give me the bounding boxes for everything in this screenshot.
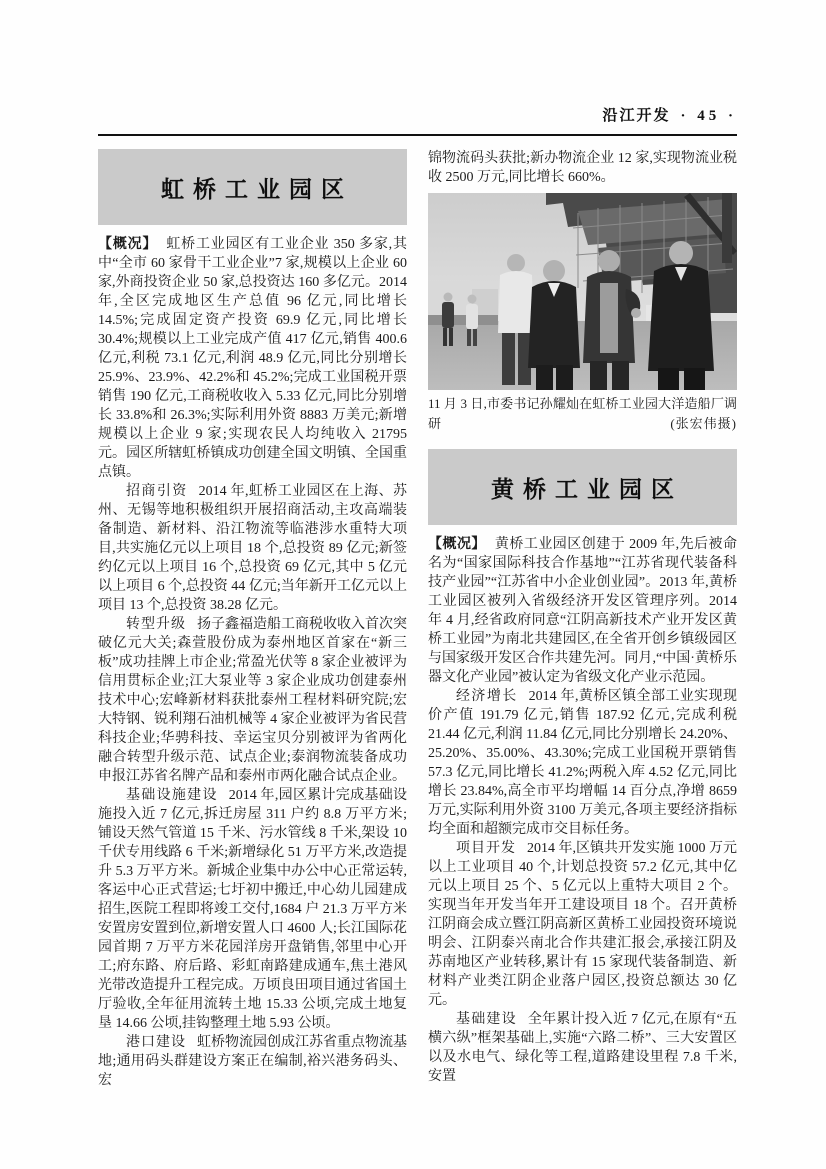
photo-caption-text: 11 月 3 日,市委书记孙耀灿在虹桥工业园大洋造船厂调研 bbox=[428, 396, 737, 431]
paragraph-heading: 项目开发 bbox=[456, 841, 516, 856]
overview-text: 黄桥工业园区创建于 2009 年,先后被命名为“国家国际科技合作基地”“江苏省现代装备科技产业园”“江苏省中小企业创业园”。2013 年,黄桥工业园区被列入省级经济开发区管理序列。2014 年 4 月,经省政府同意“江阴高新技术产业开发区黄桥工业园”为南北共建园区,在全省开创乡镇级园区与国家级开发区合作共建先河。同月,“中国·黄桥乐器文化产业园”被认定为省级文化产业示范园。 bbox=[428, 537, 738, 685]
paragraph-heading: 基础建设 bbox=[456, 1012, 517, 1027]
overview-paragraph bbox=[98, 234, 407, 482]
photo-credit: (张宏伟摄) bbox=[670, 416, 737, 431]
photo-caption bbox=[428, 394, 737, 434]
section-title-huangqiao bbox=[428, 449, 737, 525]
paragraph-port bbox=[98, 1033, 407, 1090]
page-number: · 45 · bbox=[680, 108, 737, 124]
paragraph-text: 全年累计投入近 7 亿元,在原有“五横六纵”框架基础上,实施“六路二桥”、三大安置区以及水电气、绿化等工程,道路建设里程 7.8 千米,安置 bbox=[428, 1012, 737, 1084]
paragraph-project-development bbox=[428, 839, 737, 1010]
paragraph-investment bbox=[98, 482, 407, 615]
continuation-text-block bbox=[428, 149, 737, 187]
section-title-text: 虹桥工业园区 bbox=[161, 175, 353, 202]
overview-label: 【概况】 bbox=[428, 535, 486, 551]
paragraph-infrastructure bbox=[98, 786, 407, 1033]
paragraph-economic-growth bbox=[428, 687, 737, 839]
paragraph-heading: 招商引资 bbox=[126, 484, 188, 499]
header-rule bbox=[98, 134, 737, 136]
continuation-paragraph: 锦物流码头获批;新办物流企业 12 家,实现物流业税收 2500 万元,同比增长 660%。 bbox=[428, 151, 737, 185]
overview-paragraph bbox=[428, 534, 737, 687]
section-title-hongqiao bbox=[98, 149, 407, 225]
running-head bbox=[98, 104, 737, 125]
two-column-layout bbox=[98, 149, 737, 1090]
left-column-text bbox=[98, 234, 407, 1090]
paragraph-transformation bbox=[98, 615, 407, 786]
section-title-text: 黄桥工业园区 bbox=[491, 475, 683, 502]
paragraph-text: 2014 年,区镇共开发实施 1000 万元以上工业项目 40 个,计划总投资 57.2 亿元,其中亿元以上项目 25 个、5 亿元以上重特大项目 2 个。实现当年开发当年开工建设项目 18 个。召开黄桥江阴商会成立暨江阴高新区黄桥工业园投资环境说明会、江阴泰兴南北合作共建汇报会,承接江阴及苏南地区产业转移,累计有 15 家现代装备制造、新材料产业类江阴企业落户园区,投资总额达 30 亿元。 bbox=[428, 841, 737, 1008]
right-column-text bbox=[428, 534, 737, 1086]
paragraph-text: 扬子鑫福造船工商税收收入首次突破亿元大关;森萱股份成为泰州地区首家在“新三板”成功挂牌上市企业;常盈光伏等 8 家企业被评为信用贯标企业;江大泵业等 3 家企业成功创建泰州技术中心;宏峰新材料获批泰州工程材料研究院;宏大特钢、锐利翔石油机械等 4 家企业被评为省民营科技企业;华骋科技、幸运宝贝分别被评为省两化融合转型升级示范、试点企业;泰润物流装备成功申报江苏省名牌产品和泰州市两化融合试点企业。 bbox=[98, 617, 407, 784]
paragraph-heading: 港口建设 bbox=[126, 1035, 186, 1050]
paragraph-heading: 经济增长 bbox=[456, 689, 518, 704]
shipyard-photo-illustration bbox=[428, 193, 737, 390]
paragraph-heading: 基础设施建设 bbox=[126, 788, 218, 803]
overview-label: 【概况】 bbox=[98, 235, 158, 251]
paragraph-heading: 转型升级 bbox=[126, 617, 186, 632]
news-photo bbox=[428, 193, 737, 390]
paragraph-text: 2014 年,园区累计完成基础设施投入近 7 亿元,拆迁房屋 311 户约 8.8 万平方米;铺设天然气管道 15 千米、污水管线 8 千米,架设 10 千伏专用线路 6 千米;新增绿化 51 万平方米,改造提升 5.3 万平方米。新城企业集中办公中心正常运转,客运中心正式营运;七圩初中搬迁,中心幼儿园建成招生,医院工程即将竣工交付,1684 户 21.3 万平方米安置房安置到位,新增安置人口 4600 人;长江国际花园首期 7 万平方米花园洋房开盘销售,邻里中心开工;府东路、府后路、彩虹南路建成通车,焦土港风光带改造提升工程完成。万顷良田项目通过省国土厅验收,全年征用流转土地 15.33 公顷,完成土地复垦 14.66 公顷,挂钩整理土地 5.93 公顷。 bbox=[98, 788, 408, 1031]
paragraph-text: 虹桥物流园创成江苏省重点物流基地;通用码头群建设方案正在编制,裕兴港务码头、宏 bbox=[98, 1035, 407, 1088]
left-column bbox=[98, 149, 407, 1090]
overview-text: 虹桥工业园区有工业企业 350 多家,其中“全市 60 家骨干工业企业”7 家,规模以上企业 60 家,外商投资企业 50 家,总投资达 160 多亿元。2014 年,全区完成地区生产总值 96 亿元,同比增长 14.5%;完成固定资产投资 69.9 亿元,同比增长 30.4%;规模以上工业完成产值 417 亿元,销售 400.6 亿元,利税 73.1 亿元,利润 48.9 亿元,同比分别增长 25.9%、23.9%、42.2%和 45.2%;完成工业国税开票销售 190 亿元,工商税收收入 5.33 亿元,同比分别增长 33.8%和 26.3%;实际利用外资 8883 万美元;新增规模以上企业 9 家;实现农民人均纯收入 21795 元。园区所辖虹桥镇成功创建全国文明镇、全国重点镇。 bbox=[98, 237, 408, 480]
right-column bbox=[428, 149, 737, 1090]
paragraph-basic-construction bbox=[428, 1010, 737, 1086]
paragraph-text: 2014 年,虹桥工业园区在上海、苏州、无锡等地积极组织开展招商活动,主攻高端装备制造、新材料、沿江物流等临港涉水重特大项目,共实施亿元以上项目 18 个,总投资 89 亿元;新签约亿元以上项目 16 个,总投资 69 亿元,其中 5 亿元以上项目 6 个,总投资 44 亿元;当年新开工亿元以上项目 13 个,总投资 38.28 亿元。 bbox=[98, 484, 408, 613]
paragraph-text: 2014 年,黄桥区镇全部工业实现现价产值 191.79 亿元,销售 187.92 亿元,完成利税 21.44 亿元,利润 11.84 亿元,同比分别增长 24.20%、25.20%、35.00%、43.30%;完成工业国税开票销售 57.3 亿元,同比增长 41.2%;两税入库 4.52 亿元,同比增长 23.84%,高全市平均增幅 14 百分点,净增 8659 万元,实际利用外资 3100 万美元,各项主要经济指标均全面和超额完成市交目标任务。 bbox=[428, 689, 738, 837]
running-head-section: 沿江开发 bbox=[602, 108, 671, 124]
